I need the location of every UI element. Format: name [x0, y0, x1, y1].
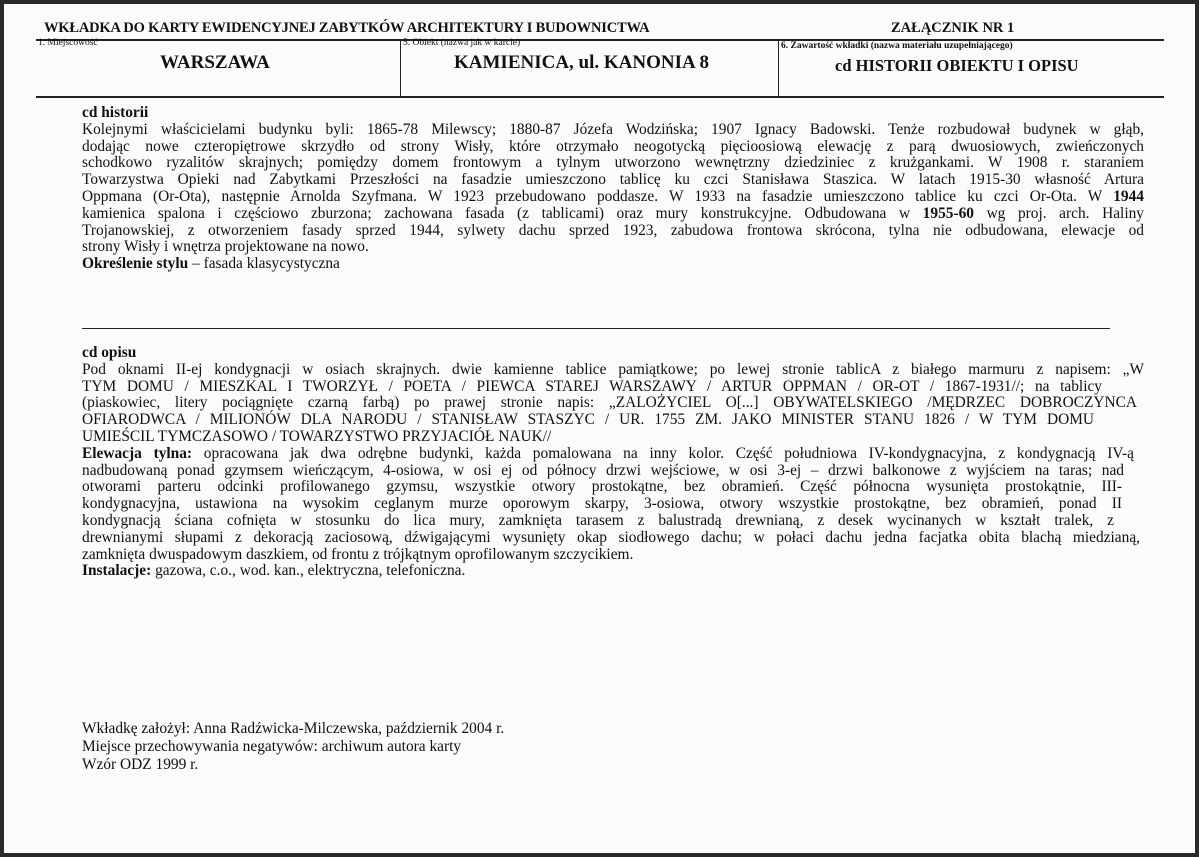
history-section — [82, 105, 1144, 273]
history-line — [82, 189, 1144, 206]
history-line: Trojanowskiej, z otworzeniem fasady sprzed 1944, sylwety dachu sprzed 1923, zabudowa frontowa skrócona, tylna nie odbudowana, elewacje od — [82, 221, 1144, 239]
history-line: Kolejnymi właścicielami budynku byli: 1865-78 Milewscy; 1880-87 Józefa Wodzińska; 1907 Ignacy Badowski. Tenże rozbudował budynek w głąb, — [82, 120, 1144, 138]
annex-number: ZAŁĄCZNIK NR 1 — [891, 20, 1015, 36]
column-divider — [778, 39, 779, 97]
description-line: Pod oknami II-ej kondygnacji w osiach skrajnych. dwie kamienne tablice pamiątkowe; po lewej stronie tablicA z białego marmuru z napisem: „W — [82, 360, 1144, 378]
description-line: (piaskowiec, litery pociągnięte czarną farbą) po prawej stronie napis: „ZALOŻYCIEL O[...] OBYWATELSKIEGO /MĘDRZEC DOBROCZYNCA — [82, 394, 1137, 412]
header-bottom-rule — [36, 96, 1164, 98]
history-line-text: kamienica spalona i częściowo zburzona; zachowana fasada (z tablicami) oraz mury konstrukcyjne. Odbudowana w — [82, 204, 923, 222]
description-line: UMIEŚCIL TYMCZASOWO / TOWARZYSTWO PRZYJACIÓŁ NAUK// — [82, 427, 552, 445]
rear-elevation-label: Elewacja tylna: — [82, 444, 193, 462]
description-line: TYM DOMU / MIESZKAL I TWORZYŁ / POETA / PIEWCA STAREJ WARSZAWY / ARTUR OPPMAN / OR-OT / 1867-1931//; na tablicy — [82, 377, 1102, 395]
field-label-object: 5. Obiekt (nazwa jak w karcie) — [403, 38, 521, 48]
footer-author: Wkładkę założył: Anna Radźwicka-Milczewska, październik 2004 r. — [82, 720, 505, 737]
rear-elevation-line — [82, 446, 1134, 463]
history-year-bold: 1955-60 — [922, 204, 974, 222]
history-line: strony Wisły i wnętrza projektowane na nowo. — [82, 238, 369, 256]
document-page — [4, 4, 1195, 853]
history-line: dodając nowe czteropiętrowe skrzydło od strony Wisły, które otrzymało neogotycką pięcioosiową elewację z parą dwuosiowych, zwieńczonych — [82, 137, 1144, 155]
history-line: Towarzystwa Opieki nad Zabytkami Przeszłości na fasadzie umieszczono tablicę ku czci Stanisława Staszica. W latach 1915-30 własność Artura — [82, 171, 1144, 189]
field-label-content: 6. Zawartość wkładki (nazwa materiału uzupełniającego) — [781, 41, 1013, 51]
rear-elevation-line: drewnianymi słupami z dekoracją zaciosową, dźwigającymi wysunięty okap siodłowego dachu; w połaci dachu jedna facjatka obita blachą miedzianą, — [82, 528, 1140, 546]
column-divider — [400, 39, 401, 97]
installations-value: gazowa, c.o., wod. kan., elektryczna, telefoniczna. — [151, 562, 466, 580]
style-line — [82, 256, 1144, 273]
field-value-locality: WARSZAWA — [160, 52, 270, 73]
section-divider — [82, 328, 1110, 329]
installations-label: Instalacje: — [82, 562, 152, 580]
history-line-text: wg proj. arch. Haliny — [973, 204, 1144, 222]
field-value-object: KAMIENICA, ul. KANONIA 8 — [454, 52, 709, 73]
style-label: Określenie stylu — [82, 255, 189, 273]
installations-line — [82, 563, 1144, 580]
description-heading: cd opisu — [82, 344, 137, 361]
field-label-locality: 1. Miejscowość — [38, 38, 98, 48]
rear-elevation-line: kondygnacją ściana cofnięta w stosunku do lica mury, zamknięta tarasem z balustradą drewnianą, z desek wycinanych w kształt tralek, z — [82, 511, 1114, 529]
rear-elevation-line: nadbudowaną ponad gzymsem wieńczącym, 4-osiowa, w osi ej od północy drzwi wejściowe, w osi 3-ej – drzwi balkonowe z wyjściem na taras; nad — [82, 461, 1124, 479]
history-year-bold: 1944 — [1113, 187, 1144, 205]
history-line-text: Oppmana (Or-Ota), następnie Arnolda Szyfmana. W 1923 przebudowano poddasze. W 1933 na fasadzie umieszczono tablice ku czci Or-Ota. W — [82, 187, 1114, 205]
rear-elevation-line: kondygnacyjna, ustawiona na wysokim ceglanym murze oporowym skarpy, 3-osiowa, otwory wszystkie prostokątne, bez obramień, ponad II — [82, 495, 1122, 513]
field-value-content: cd HISTORII OBIEKTU I OPISU — [835, 56, 1079, 75]
description-line: OFIARODWCA / MILIONÓW DLA NARODU / STANISŁAW STASZYC / UR. 1755 ZM. JAKO MINISTER STANU 1826 / W TYM DOMU — [82, 411, 1094, 429]
description-section — [82, 345, 1144, 580]
history-line: schodkowo ryzalitów skrajnych; pomiędzy domem frontowym a tylnym utworzono wewnętrzny dziedziniec z krużgankami. W 1908 r. staraniem — [82, 154, 1144, 172]
history-heading: cd historii — [82, 104, 149, 121]
rear-elevation-text: opracowana jak dwa odrębne budynki, każda pomalowana na inny kolor. Część południowa IV-kondygnacyjna, z kondygnacją IV-ą — [192, 444, 1134, 462]
footer-template: Wzór ODZ 1999 r. — [82, 756, 199, 773]
history-line — [82, 206, 1144, 223]
rear-elevation-line: otworami parteru odcinki profilowanego gzymsu, wszystkie otwory prostokątne, bez obramień. Część północna wysunięta prostokątnie, III- — [82, 478, 1122, 496]
rear-elevation-line: zamknięta dwuspadowym daszkiem, od frontu z trójkątnym oprofilowanym szczycikiem. — [82, 545, 634, 563]
form-title: WKŁADKA DO KARTY EWIDENCYJNEJ ZABYTKÓW ARCHITEKTURY I BUDOWNICTWA — [44, 20, 650, 36]
footer-negatives: Miejsce przechowywania negatywów: archiwum autora karty — [82, 738, 462, 755]
footer — [82, 720, 504, 774]
style-value: – fasada klasycystyczna — [188, 255, 340, 273]
